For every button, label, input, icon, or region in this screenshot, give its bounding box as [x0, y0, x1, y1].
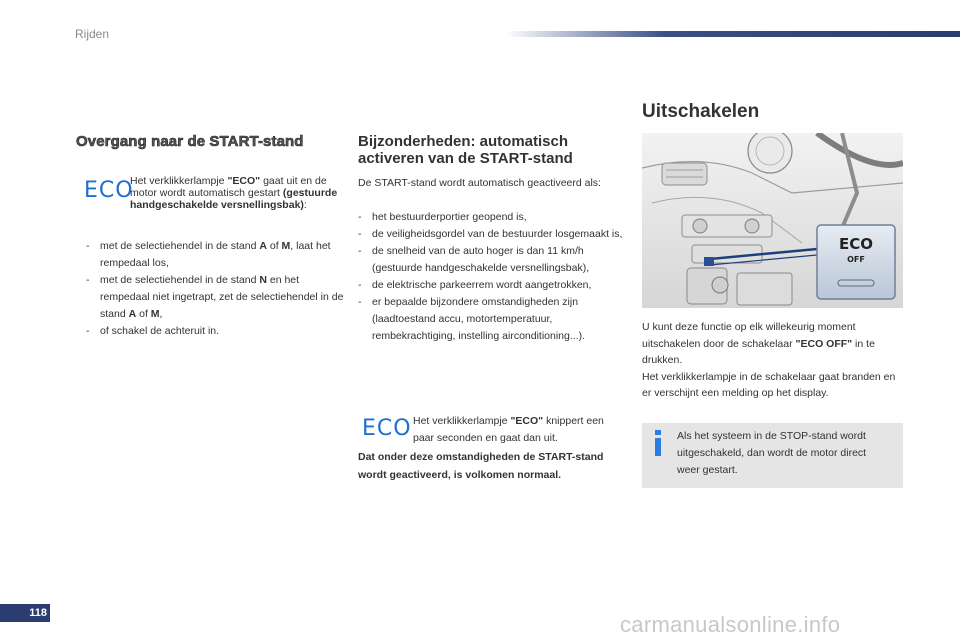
- col1-list: [86, 238, 346, 340]
- heading-uitschakelen: Uitschakelen: [642, 101, 760, 122]
- info-icon: [652, 430, 664, 456]
- intro-eco: "ECO": [227, 175, 261, 187]
- eco-indicator-icon: ECO: [84, 178, 134, 203]
- heading-bijzonderheden: Bijzonderheden: automatisch activeren van de START-stand: [358, 133, 573, 167]
- list-item: - met de selectiehendel in de stand A of M, laat het rempedaal los,: [86, 238, 346, 272]
- watermark: carmanualsonline.info: [620, 612, 841, 637]
- col2-note: Dat onder deze omstandigheden de START-stand wordt geactiveerd, is volkomen normaal.: [358, 451, 604, 481]
- col3-text: U kunt deze functie op elk willekeurig moment uitschakelen door de schakelaar "ECO OFF" in te drukken. Het verklikkerlampje in de schakelaar gaat branden en er verschijnt een melding op het display.: [642, 321, 896, 399]
- intro-text: Het verklikkerlampje: [130, 175, 228, 187]
- list-item: - er bepaalde bijzondere omstandigheden zijn (laadtoestand accu, motortemperatuur, rembekrachtiging, instelling airconditioning...).: [358, 294, 623, 345]
- info-text: Als het systeem in de STOP-stand wordt uitgeschakeld, dan wordt de motor direct weer gestart.: [677, 430, 867, 476]
- col2-eco-text: Het verklikkerlampje "ECO" knippert een paar seconden en gaat dan uit.: [413, 415, 604, 444]
- col2-list: [358, 209, 623, 345]
- eco-off-label-eco: ECO: [838, 235, 874, 253]
- col2-intro: De START-stand wordt automatisch geactiveerd als:: [358, 177, 601, 189]
- intro-text-2: gaat uit en de motor wordt automatisch gestart: [130, 175, 327, 199]
- page-number: 118: [0, 604, 50, 622]
- heading-overgang: Overgang naar de START-stand: [76, 133, 304, 150]
- intro-bold: (gestuurde handgeschakelde versnellingsbak): [130, 187, 338, 211]
- list-item: - het bestuurderportier geopend is,: [358, 209, 623, 226]
- intro-end: :: [303, 199, 307, 211]
- col1-intro: [130, 175, 340, 211]
- header-bar: [505, 31, 960, 37]
- list-item: - of schakel de achteruit in.: [86, 323, 346, 340]
- list-item: - de veiligheidsgordel van de bestuurder losgemaakt is,: [358, 226, 623, 243]
- list-item: - de snelheid van de auto hoger is dan 11 km/h (gestuurde handgeschakelde versnellingsbak),: [358, 243, 623, 277]
- list-item: - de elektrische parkeerrem wordt aangetrokken,: [358, 277, 623, 294]
- dashboard-illustration: [642, 133, 903, 308]
- eco-off-label-off: OFF: [847, 255, 865, 264]
- section-header: Rijden: [75, 27, 110, 41]
- eco-indicator-icon: ECO: [362, 416, 412, 441]
- dashboard-photo: [642, 133, 903, 308]
- list-item: - met de selectiehendel in de stand N en het rempedaal niet ingetrapt, zet de selectiehendel in de stand A of M,: [86, 272, 346, 323]
